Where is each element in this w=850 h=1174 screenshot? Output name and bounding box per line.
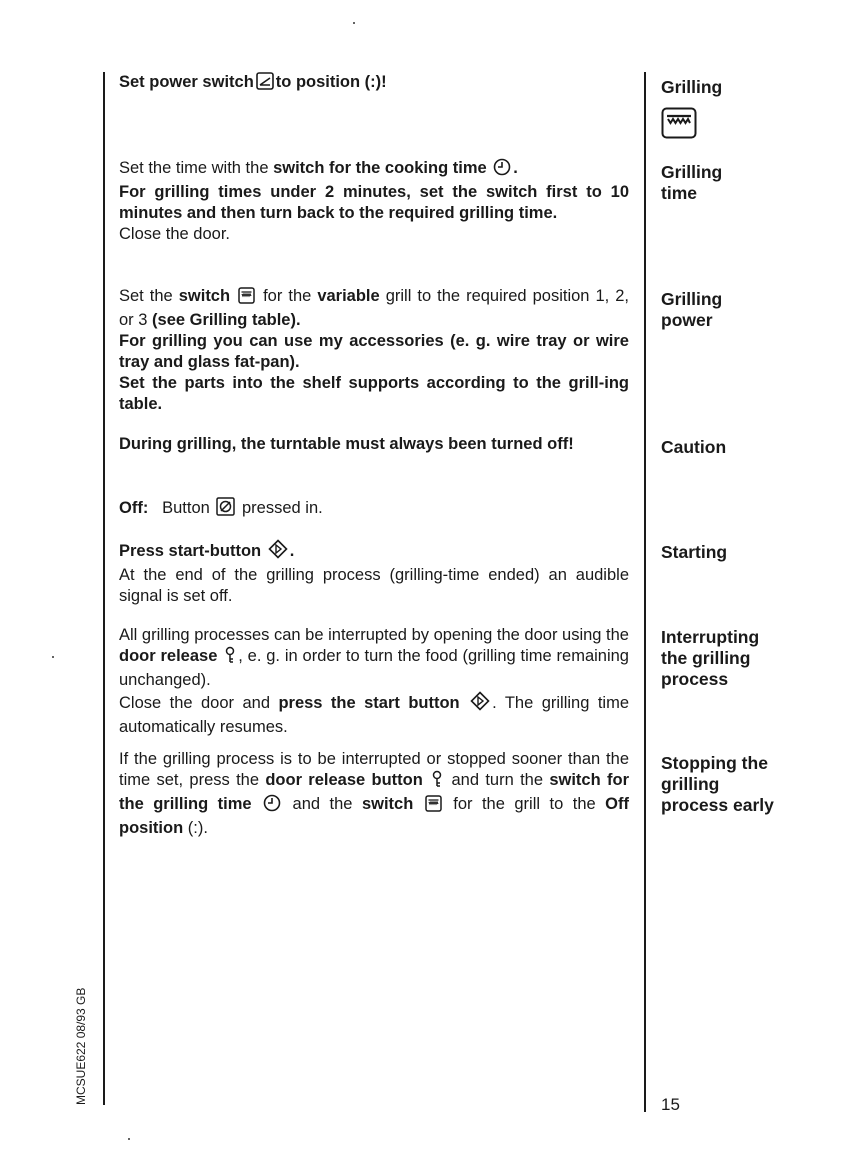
text: Set the time with the [119,159,274,177]
text-bold: switch [178,287,231,305]
text: and turn the [445,771,550,789]
heading-caution: Caution [661,437,727,457]
text-bold: switch [361,795,414,813]
text-bold: Off position [119,795,629,837]
document-code: MCSUE622 08/93 GB [74,987,88,1105]
text: for the [257,287,318,305]
speck [128,1138,130,1140]
section-starting [119,539,629,607]
text-bold: switch for the cooking time [273,159,487,177]
clock-icon [493,158,511,182]
text-bold: Set the parts into the shelf supports according to the grill-ing table. [119,374,629,413]
text-bold: Press start-button [119,542,262,560]
section-grilling-time [119,158,629,245]
power-switch-icon [256,72,274,96]
heading-grilling: Grilling [661,77,723,97]
heading-grilling-time: Grilling time [661,162,723,203]
grill-icon [425,795,442,818]
text-bold: press the start button [278,694,460,712]
text: and the [283,795,362,813]
text-bold: For grilling times under 2 minutes, set the switch first to 10 minutes and then turn back to the required grilling time. [119,183,629,222]
text-bold: variable [317,287,380,305]
text-bold: door release [119,647,218,665]
section-power-switch [119,72,629,96]
door-release-icon [431,770,443,794]
door-release-icon [224,646,236,670]
grill-icon [238,287,255,310]
text-bold: During grilling, the turntable must always been turned off! [119,435,574,453]
text: At the end of the grilling process (grilling-time ended) an audible signal is set off. [119,566,629,605]
turntable-off-icon [216,497,235,522]
text: If the grilling process is to be interrupted or stopped sooner than the time set, press the [119,750,629,789]
heading-starting: Starting [661,542,728,562]
section-interrupting [119,625,629,738]
text-bold: (see Grilling table). [152,311,301,329]
text: (:). [183,819,208,837]
grill-icon [661,123,697,143]
section-caution [119,434,629,455]
text: grill to the required position 1, 2, or 3 [119,287,630,329]
grill-symbol [661,107,841,144]
text: Close the door. [119,225,230,243]
power-instruction-a: Set power switch [119,73,254,91]
heading-interrupting: Interrupting the grilling process [661,627,760,689]
page-number: 15 [661,1095,680,1114]
text: . The grilling time automatically resumes. [119,694,629,736]
text-bold: Off: [119,499,149,517]
text-bold: switch for the grilling time [119,771,629,813]
start-button-icon [268,539,288,565]
text: Set the [119,287,179,305]
text-bold: door release button [265,771,423,789]
text: Button [162,499,210,517]
text: , e. g. in order to turn the food (grilling time remaining unchanged). [119,647,629,689]
left-column-rule [103,72,105,1105]
text-bold: For grilling you can use my accessories (e. g. wire tray or wire tray and glass fat-pan). [119,332,629,371]
clock-icon [263,794,281,818]
text: for the grill to the [443,795,606,813]
text: All grilling processes can be interrupted by opening the door using the [119,626,629,644]
heading-grilling-power: Grilling power [661,289,723,330]
speck [52,656,54,658]
start-button-icon [470,691,490,717]
section-grilling-power [119,286,629,415]
heading-stopping: Stopping the grilling process early [661,753,774,815]
speck [353,22,355,24]
text-bold: . [513,159,518,177]
power-instruction-b: to position (:)! [275,73,387,91]
right-column-rule [644,72,646,1112]
text-bold: . [289,542,295,560]
text: pressed in. [242,499,323,517]
section-stopping [119,749,629,839]
section-off [119,497,629,522]
text: Close the door and [119,694,279,712]
